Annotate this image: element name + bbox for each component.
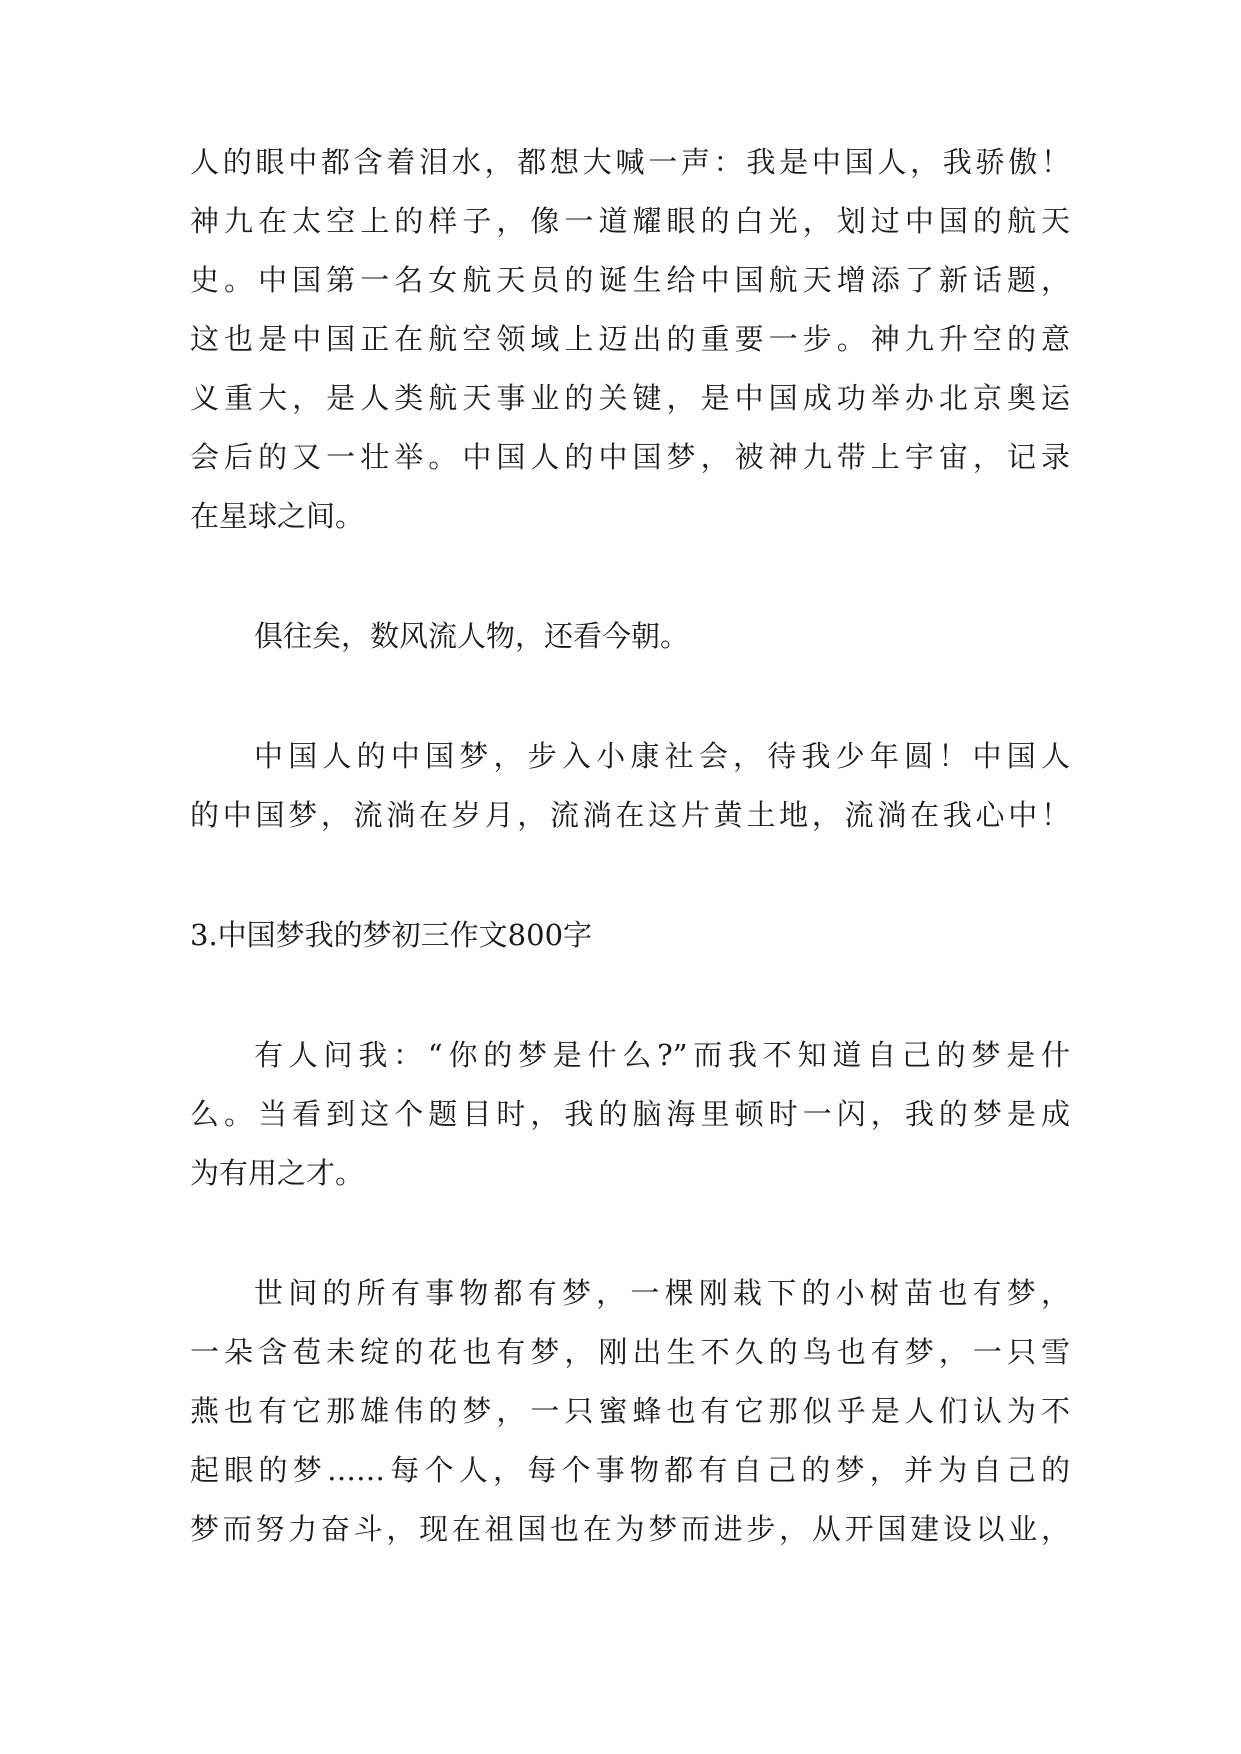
paragraph-2-line-1: 俱往矣，数风流人物，还看今朝。 bbox=[254, 619, 690, 653]
paragraph-4-line-2: 么。当看到这个题目时，我的脑海里顿时一闪，我的梦是成 bbox=[190, 1097, 1070, 1131]
paragraph-5-line-1: 世间的所有事物都有梦，一棵刚栽下的小树苗也有梦， bbox=[254, 1276, 1070, 1310]
paragraph-1-line-6: 会后的又一壮举。中国人的中国梦，被神九带上宇宙，记录 bbox=[190, 440, 1070, 474]
paragraph-5-line-3: 燕也有它那雄伟的梦，一只蜜蜂也有它那似乎是人们认为不 bbox=[190, 1394, 1070, 1428]
paragraph-1-line-4: 这也是中国正在航空领域上迈出的重要一步。神九升空的意 bbox=[190, 322, 1070, 356]
paragraph-3-line-2: 的中国梦，流淌在岁月，流淌在这片黄土地，流淌在我心中！ bbox=[190, 798, 1070, 832]
paragraph-1-line-5: 义重大，是人类航天事业的关键，是中国成功举办北京奥运 bbox=[190, 381, 1070, 415]
paragraph-1-line-7: 在星球之间。 bbox=[190, 499, 365, 533]
paragraph-4-line-1: 有人问我：“你的梦是什么?”而我不知道自己的梦是什 bbox=[254, 1038, 1070, 1072]
paragraph-5-line-5: 梦而努力奋斗，现在祖国也在为梦而进步，从开国建设以业， bbox=[190, 1512, 1070, 1546]
paragraph-5-line-4: 起眼的梦……每个人，每个事物都有自己的梦，并为自己的 bbox=[190, 1453, 1070, 1487]
paragraph-1-line-2: 神九在太空上的样子，像一道耀眼的白光，划过中国的航天 bbox=[190, 204, 1070, 238]
paragraph-5-line-2: 一朵含苞未绽的花也有梦，刚出生不久的鸟也有梦，一只雪 bbox=[190, 1335, 1070, 1369]
paragraph-1-line-1: 人的眼中都含着泪水，都想大喊一声：我是中国人，我骄傲！ bbox=[190, 145, 1070, 179]
paragraph-3-line-1: 中国人的中国梦，步入小康社会，待我少年圆！中国人 bbox=[254, 739, 1070, 773]
paragraph-4-line-3: 为有用之才。 bbox=[190, 1156, 365, 1190]
section-heading: 3.中国梦我的梦初三作文800字 bbox=[190, 918, 593, 952]
paragraph-1-line-3: 史。中国第一名女航天员的诞生给中国航天增添了新话题， bbox=[190, 263, 1070, 297]
